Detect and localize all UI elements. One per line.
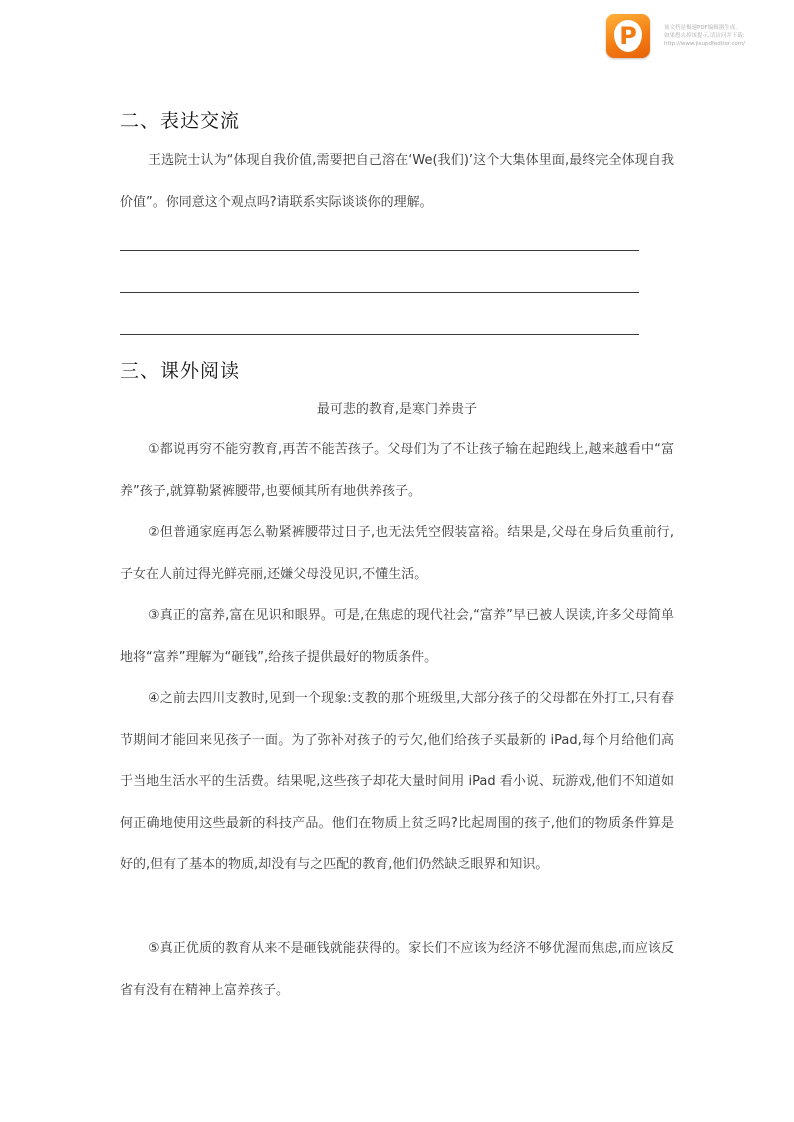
- article-paragraph: ②但普通家庭再怎么勒紧裤腰带过日子,也无法凭空假装富裕。结果是,父母在身后负重前行,子女在人前过得光鲜亮丽,还嫌父母没见识,不懂生活。: [120, 525, 674, 582]
- watermark-line: 如果想去掉该提示,请访问并下载:: [664, 33, 745, 39]
- article-title: 最可悲的教育,是寒门养贵子: [316, 402, 478, 417]
- article-paragraph: ⑤真正优质的教育从来不是砸钱就能获得的。家长们不应该为经济不够优渥而焦虑,而应该反省有没有在精神上富养孩子。: [120, 941, 674, 998]
- article-paragraph: ③真正的富养,富在见识和眼界。可是,在焦虑的现代社会,“富养”早已被人误读,许多父母简单地将“富养”理解为“砸钱”,给孩子提供最好的物质条件。: [120, 608, 674, 665]
- answer-line[interactable]: [120, 292, 639, 293]
- question-text: 王选院士认为“体现自我价值,需要把自己溶在‘We(我们)’这个大集体里面,最终完全体现自我价值”。你同意这个观点吗?请联系实际谈谈你的理解。: [120, 153, 674, 210]
- watermark-note: [664, 24, 784, 48]
- article-paragraph: ①都说再穷不能穷教育,再苦不能苦孩子。父母们为了不让孩子输在起跑线上,越来越看中“富养”孩子,就算勒紧裤腰带,也要倾其所有地供养孩子。: [120, 442, 674, 499]
- pdf-editor-logo: [606, 14, 652, 60]
- section-heading-expression: 二、表达交流: [120, 110, 241, 132]
- logo-letter: P: [614, 20, 642, 52]
- watermark-link[interactable]: http://www.jisupdfeditor.com/: [664, 41, 745, 47]
- article-paragraph: ④之前去四川支教时,见到一个现象:支教的那个班级里,大部分孩子的父母都在外打工,只有春节期间才能回来见孩子一面。为了弥补对孩子的亏欠,他们给孩子买最新的 iPad,每个月给他们高于当地生活水平的生活费。结果呢,这些孩子却花大量时间用 iPad 看小说、玩游戏,他们不知道如何正确地使用这些最新的科技产品。他们在物质上贫乏吗?比起周围的孩子,他们的物质条件算是好的,但有了基本的物质,却没有与之匹配的教育,他们仍然缺乏眼界和知识。: [120, 691, 674, 872]
- pdf-editor-logo-icon: [606, 14, 650, 58]
- answer-line[interactable]: [120, 250, 639, 251]
- section-heading-reading: 三、课外阅读: [120, 360, 241, 382]
- answer-line[interactable]: [120, 334, 639, 335]
- watermark-line: 该文档是极速PDF编辑器生成,: [664, 25, 737, 31]
